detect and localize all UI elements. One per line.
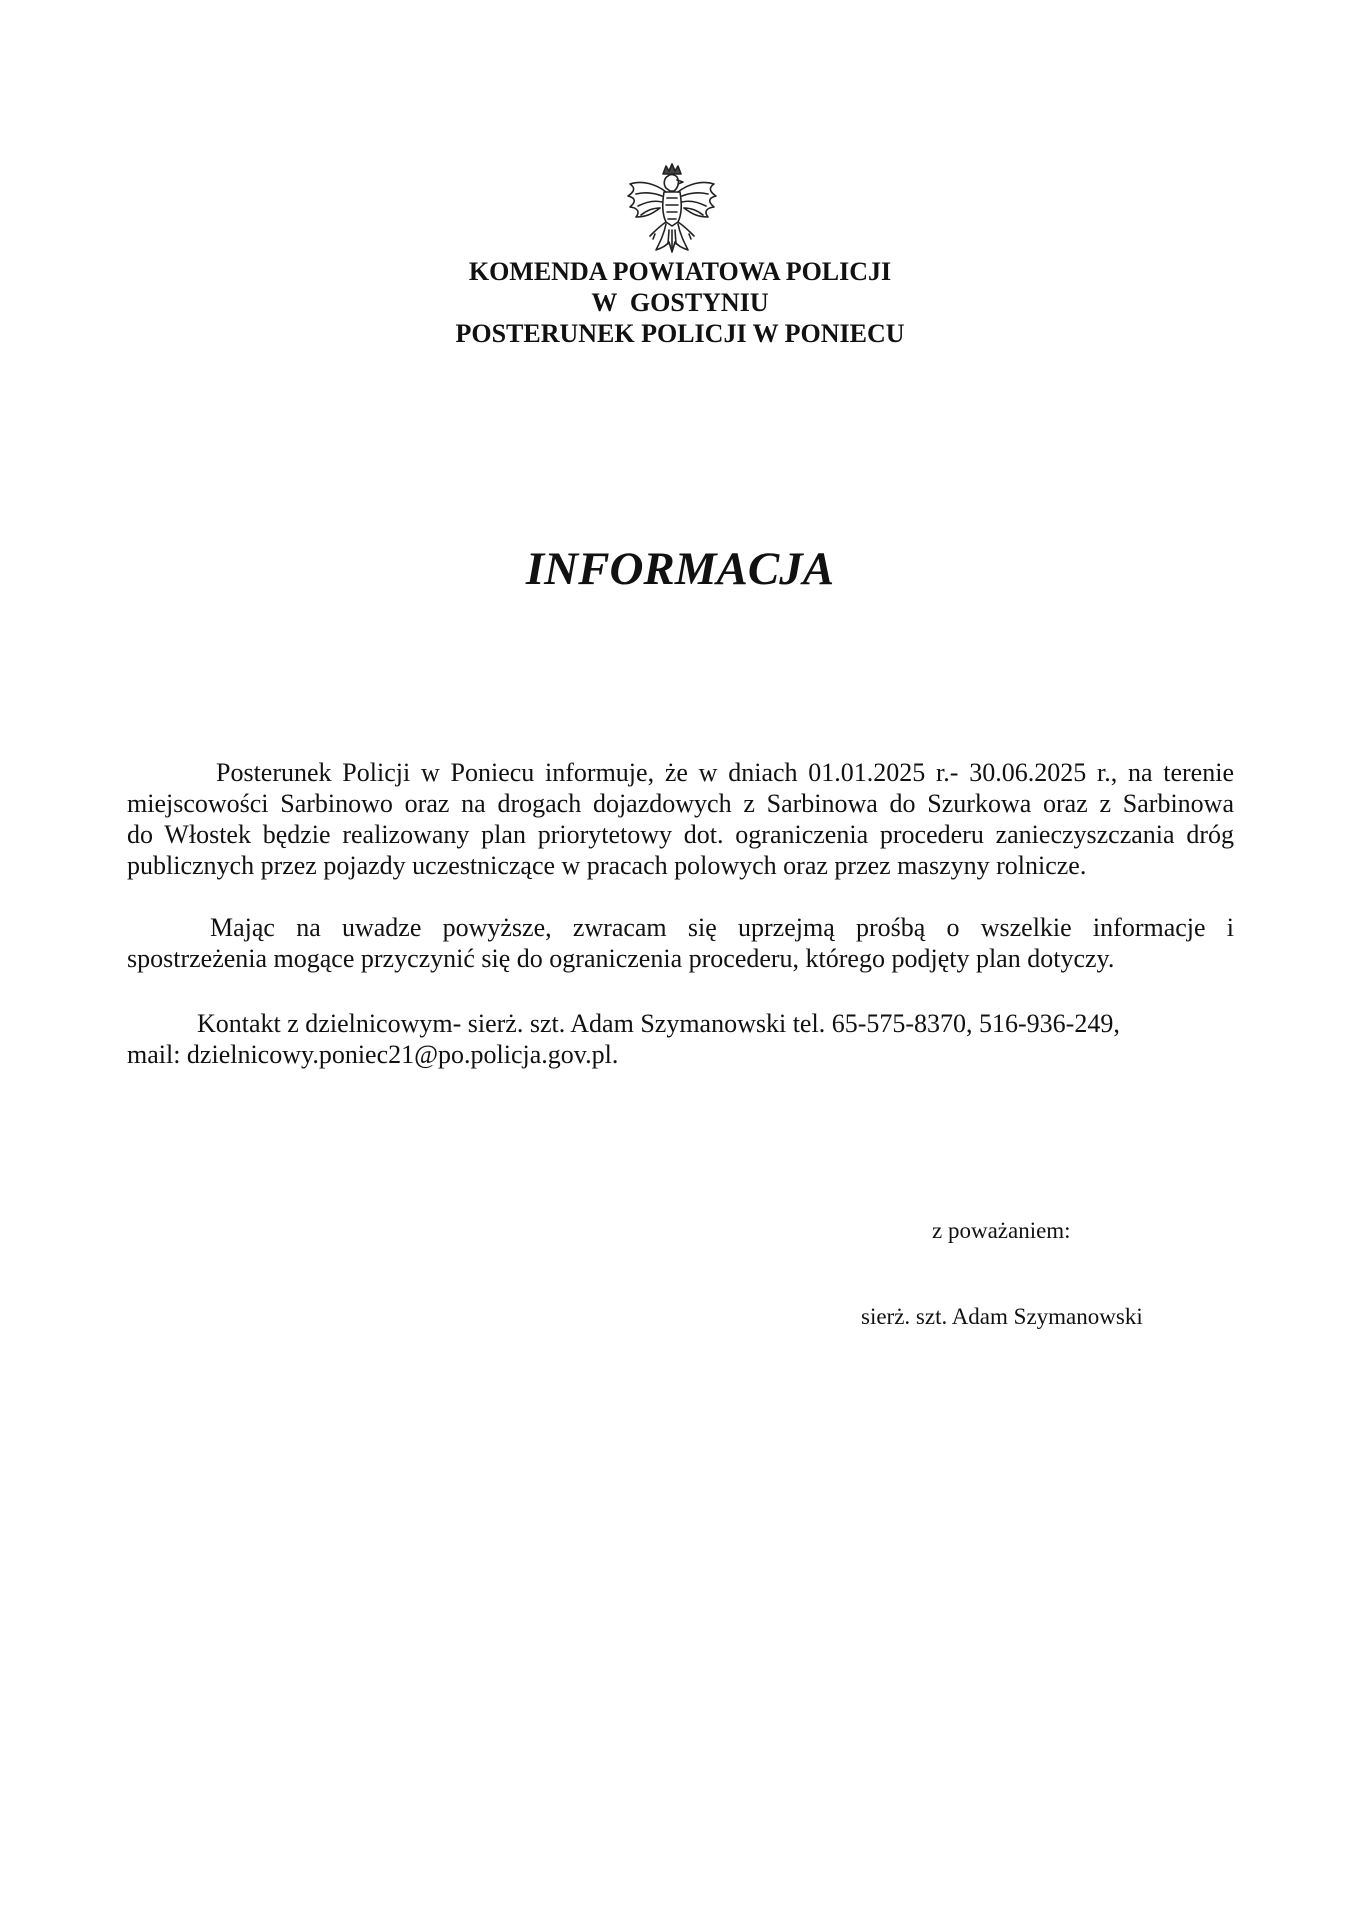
paragraph-1-line: do Włostek będzie realizowany plan priorytetowy dot. ograniczenia procederu zanieczyszczania dróg [127, 820, 1234, 849]
paragraph-1-line: publicznych przez pojazdy uczestniczące w pracach polowych oraz przez maszyny rolnicze. [127, 851, 1087, 880]
paragraph-2-line: Mając na uwadze powyższe, zwracam się uprzejmą prośbą o wszelkie informacje i [210, 913, 1234, 942]
white-eagle-emblem-icon [622, 162, 722, 256]
paragraph-2-line: spostrzeżenia mogące przyczynić się do ograniczenia procederu, którego podjęty plan dotyczy. [127, 944, 1115, 973]
closing-salutation: z poważaniem: [932, 1218, 1071, 1243]
paragraph-3-line: Kontakt z dzielnicowym- sierż. szt. Adam Szymanowski tel. 65-575-8370, 516-936-249, [197, 1009, 1120, 1038]
header-line-1: KOMENDA POWIATOWA POLICJI [468, 257, 892, 286]
document-header [380, 256, 980, 349]
paragraph-1-line: miejscowości Sarbinowo oraz na drogach dojazdowych z Sarbinowa do Szurkowa oraz z Sarbinowa [127, 789, 1234, 818]
signature: sierż. szt. Adam Szymanowski [861, 1304, 1143, 1329]
paragraph-1-line: Posterunek Policji w Poniecu informuje, że w dniach 01.01.2025 r.- 30.06.2025 r., na terenie [216, 758, 1234, 787]
header-line-2: W GOSTYNIU [591, 288, 769, 317]
paragraph-3-line: mail: dzielnicowy.poniec21@po.policja.gov.pl. [127, 1040, 619, 1069]
paragraph-3 [127, 1008, 1234, 1070]
paragraph-2 [127, 912, 1234, 974]
document-title: INFORMACJA [525, 543, 835, 595]
paragraph-1 [127, 757, 1234, 881]
header-line-3: POSTERUNEK POLICJI W PONIECU [455, 319, 905, 348]
